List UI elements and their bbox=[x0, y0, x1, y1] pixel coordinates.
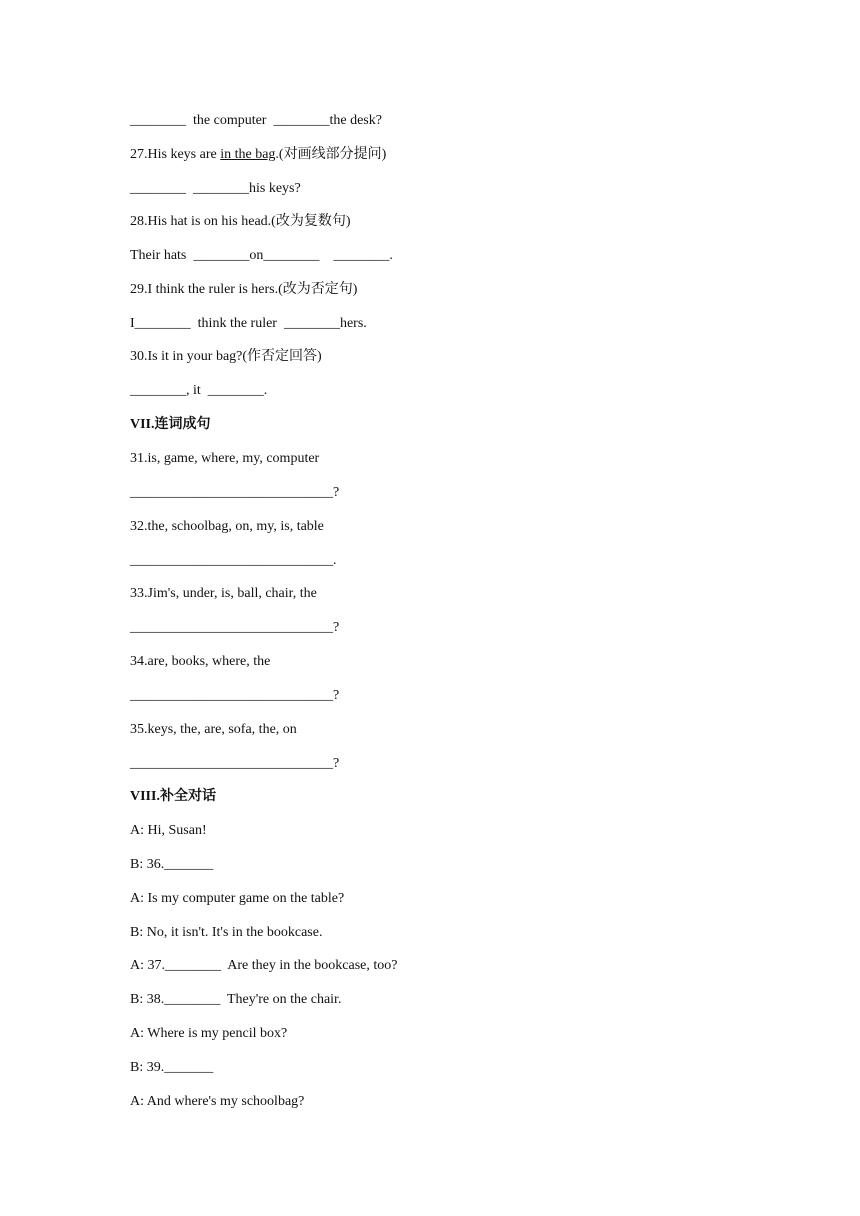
section-8-title: VIII.补全对话 bbox=[130, 789, 216, 804]
q31-answer-line: _____________________________? bbox=[130, 485, 340, 500]
q29-answer-line: I________ think the ruler ________hers. bbox=[130, 316, 367, 331]
dialogue-line: B: No, it isn't. It's in the bookcase. bbox=[130, 925, 323, 940]
q28-answer-line: Their hats ________on________ ________. bbox=[130, 248, 393, 263]
q33-prompt: 33.Jim's, under, is, ball, chair, the bbox=[130, 586, 317, 601]
dialogue-line: B: 39._______ bbox=[130, 1060, 214, 1075]
q27-question bbox=[130, 145, 386, 165]
q27-underlined-phrase: in the bag bbox=[220, 147, 276, 162]
q33-answer-line: _____________________________? bbox=[130, 620, 340, 635]
q32-answer-line: _____________________________. bbox=[130, 553, 337, 568]
dialogue-line: A: 37.________ Are they in the bookcase, too? bbox=[130, 958, 398, 973]
q30-answer-line: ________, it ________. bbox=[130, 383, 268, 398]
q35-answer-line: _____________________________? bbox=[130, 756, 340, 771]
q35-prompt: 35.keys, the, are, sofa, the, on bbox=[130, 722, 297, 737]
q32-prompt: 32.the, schoolbag, on, my, is, table bbox=[130, 519, 324, 534]
q28-question: 28.His hat is on his head.(改为复数句) bbox=[130, 214, 351, 229]
q27-instruction: .(对画线部分提问) bbox=[275, 147, 387, 162]
q27-answer-line: ________ ________his keys? bbox=[130, 181, 301, 196]
q29-question: 29.I think the ruler is hers.(改为否定句) bbox=[130, 282, 358, 297]
q30-question: 30.Is it in your bag?(作否定回答) bbox=[130, 349, 322, 364]
dialogue-line: B: 38.________ They're on the chair. bbox=[130, 992, 342, 1007]
dialogue-line: A: Where is my pencil box? bbox=[130, 1026, 288, 1041]
dialogue-line: A: Hi, Susan! bbox=[130, 823, 207, 838]
q34-answer-line: _____________________________? bbox=[130, 688, 340, 703]
dialogue-line: B: 36._______ bbox=[130, 857, 214, 872]
q31-prompt: 31.is, game, where, my, computer bbox=[130, 451, 320, 466]
q26-answer-line: ________ the computer ________the desk? bbox=[130, 113, 382, 128]
section-7-title: VII.连词成句 bbox=[130, 417, 211, 432]
dialogue-line: A: Is my computer game on the table? bbox=[130, 891, 345, 906]
q27-number: 27. bbox=[130, 147, 148, 162]
q27-text-before: His keys are bbox=[147, 147, 221, 162]
dialogue-line: A: And where's my schoolbag? bbox=[130, 1094, 305, 1109]
q34-prompt: 34.are, books, where, the bbox=[130, 654, 271, 669]
